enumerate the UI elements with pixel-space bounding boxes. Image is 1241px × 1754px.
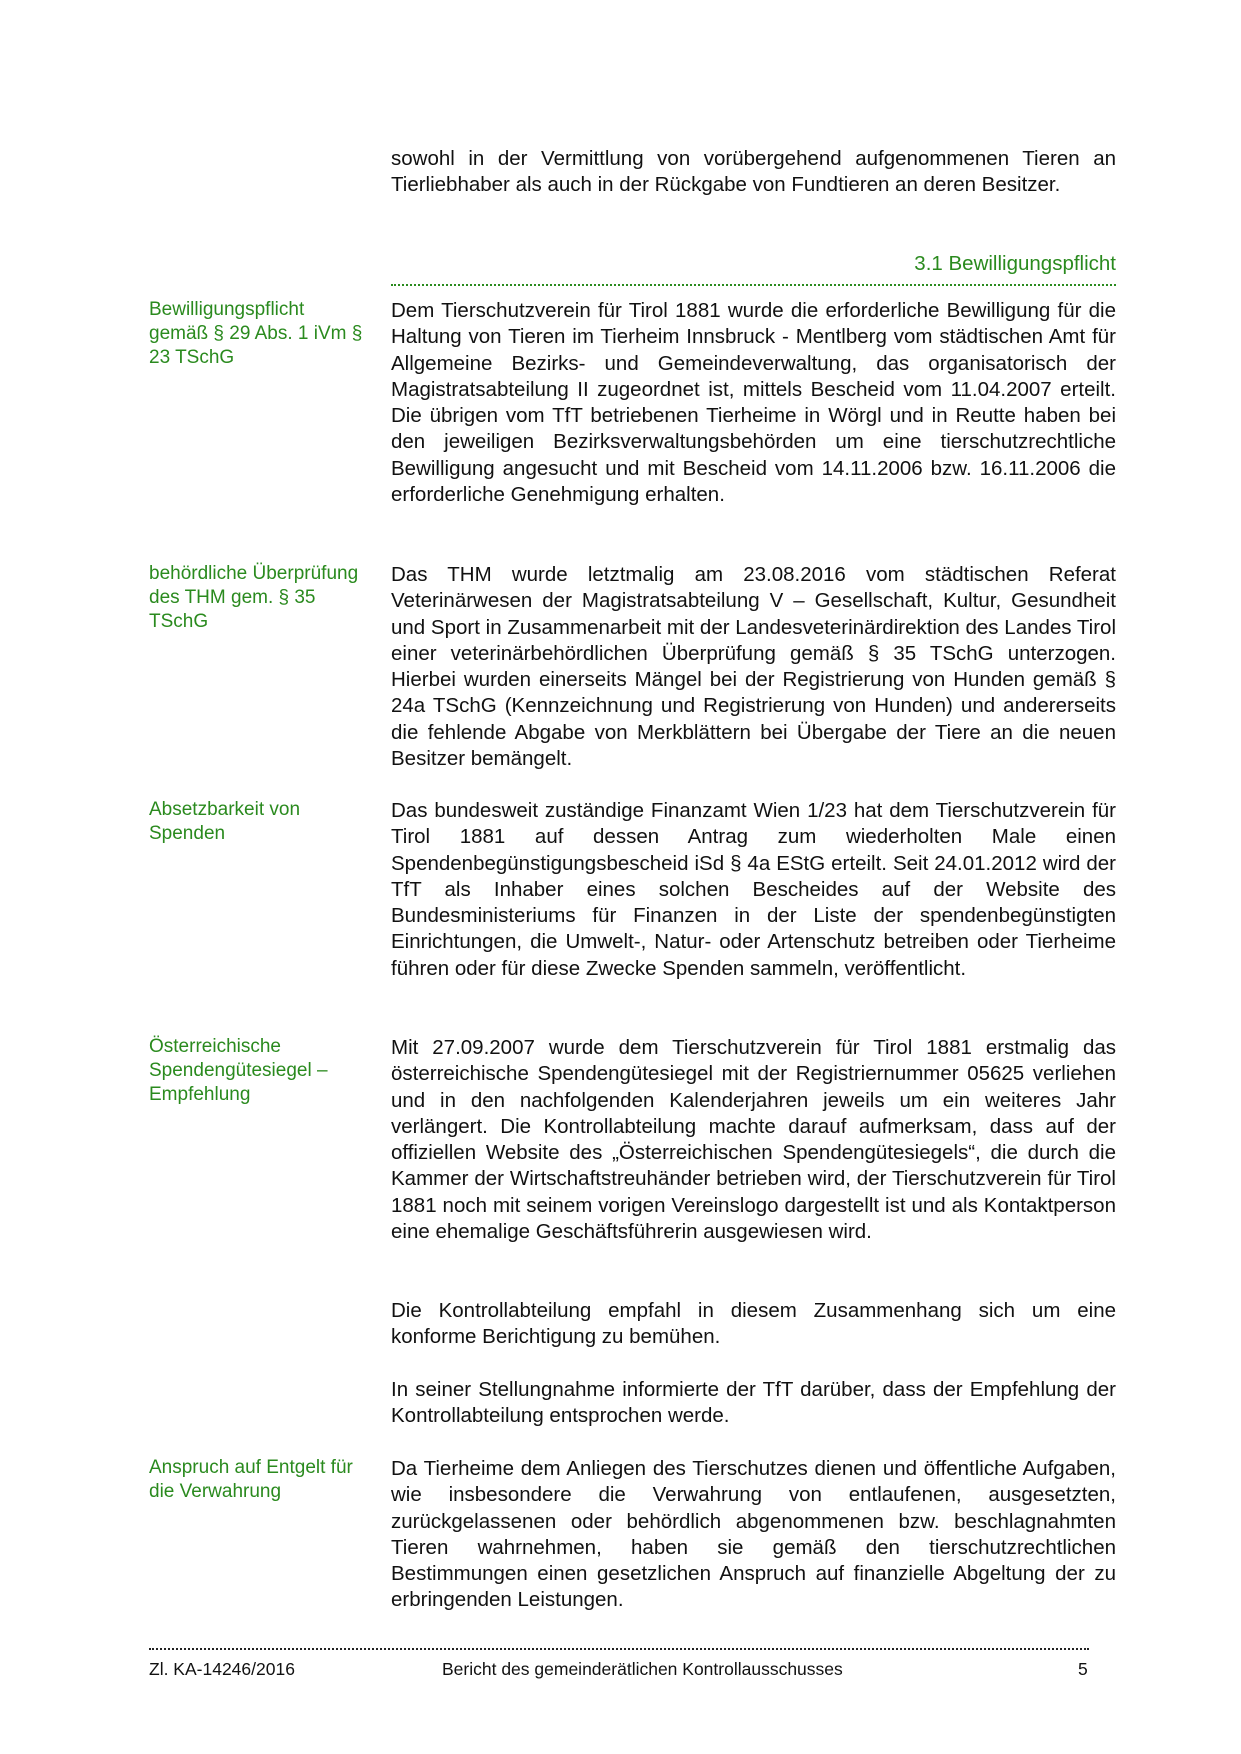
footer-reference: Zl. KA-14246/2016 [149, 1659, 295, 1679]
section-heading: 3.1 Bewilligungspflicht [914, 252, 1116, 275]
paragraph: Das THM wurde letztmalig am 23.08.2016 vom städtischen Referat Veterinärwesen der Magistratsabteilung V – Gesellschaft, Kultur, Gesundheit und Sport in Zusammenarbeit mit der Landesveterinärdirektion des Landes Tirol einer veterinärbehördlichen Überprüfung gemäß § 35 TSchG unterzogen. Hierbei wurden einerseits Mängel bei der Registrierung von Hunden gemäß § 24a TSchG (Kennzeichnung und Registrierung von Hunden) und andererseits die fehlende Abgabe von Merkblättern bei Übergabe der Tiere an die neuen Besitzer bemängelt. [391, 563, 1116, 771]
heading-divider [391, 284, 1116, 286]
paragraph: Das bundesweit zuständige Finanzamt Wien 1/23 hat dem Tierschutzverein für Tirol 1881 auf dessen Antrag zum wiederholten Male einen Spendenbegünstigungsbescheid iSd § 4a EStG erteilt. Seit 24.01.2012 wird der TfT als Inhaber eines solchen Bescheides auf der Website des Bundesministeriums für Finanzen in der Liste der spendenbegünstigten Einrichtungen, die Umwelt-, Natur- oder Artenschutz betreiben oder Tierheime führen oder für diese Zwecke Spenden sammeln, veröffentlicht. [391, 799, 1116, 980]
paragraph: Die Kontrollabteilung empfahl in diesem Zusammenhang sich um eine konforme Berichtigung zu bemühen. [391, 1299, 1116, 1349]
paragraph: In seiner Stellungnahme informierte der TfT darüber, dass der Empfehlung der Kontrollabteilung entsprochen werde. [391, 1378, 1116, 1428]
margin-note: Absetzbarkeit von Spenden [149, 799, 301, 844]
margin-note: behördliche Überprüfung des THM gem. § 35 TSchG [149, 563, 359, 632]
margin-note: Österreichische Spendengütesiegel – Empfehlung [149, 1036, 328, 1105]
paragraph: Dem Tierschutzverein für Tirol 1881 wurde die erforderliche Bewilligung für die Haltung von Tieren im Tierheim Innsbruck - Mentlberg vom städtischen Amt für Allgemeine Bezirks- und Gemeindeverwaltung, das organisatorisch der Magistratsabteilung II zugeordnet ist, mittels Bescheid vom 11.04.2007 erteilt. Die übrigen vom TfT betriebenen Tierheime in Wörgl und in Reutte haben bei den jeweiligen Bezirksverwaltungsbehörden um eine tierschutzrechtliche Bewilligung angesucht und mit Bescheid vom 14.11.2006 bzw. 16.11.2006 die erforderliche Genehmigung erhalten. [391, 299, 1116, 507]
footer-title: Bericht des gemeinderätlichen Kontrollausschusses [442, 1659, 843, 1679]
paragraph: Da Tierheime dem Anliegen des Tierschutzes dienen und öffentliche Aufgaben, wie insbesondere die Verwahrung von entlaufenen, ausgesetzten, zurückgelassenen oder behördlich abgenommenen bzw. beschlagnahmten Tieren wahrnehmen, haben sie gemäß den tierschutzrechtlichen Bestimmungen einen gesetzlichen Anspruch auf finanzielle Abgeltung der zu erbringenden Leistungen. [391, 1457, 1116, 1612]
page-number: 5 [1078, 1659, 1088, 1679]
margin-note: Bewilligungspflicht gemäß § 29 Abs. 1 iVm § 23 TSchG [149, 299, 363, 368]
footer-divider [149, 1648, 1089, 1650]
paragraph: Mit 27.09.2007 wurde dem Tierschutzverein für Tirol 1881 erstmalig das österreichische Spendengütesiegel mit der Registriernummer 05625 verliehen und in den nachfolgenden Kalenderjahren jeweils um ein weiteres Jahr verlängert. Die Kontrollabteilung machte darauf aufmerksam, dass auf der offiziellen Website des „Österreichischen Spendengütesiegels“, die durch die Kammer der Wirtschaftstreuhänder betrieben wird, der Tierschutzverein für Tirol 1881 noch mit seinem vorigen Vereinslogo dargestellt ist und als Kontaktperson eine ehemalige Geschäftsführerin ausgewiesen wird. [391, 1036, 1116, 1244]
margin-note: Anspruch auf Entgelt für die Verwahrung [149, 1457, 353, 1502]
intro-paragraph: sowohl in der Vermittlung von vorübergehend aufgenommenen Tieren an Tierliebhaber als auch in der Rückgabe von Fundtieren an deren Besitzer. [391, 147, 1116, 197]
